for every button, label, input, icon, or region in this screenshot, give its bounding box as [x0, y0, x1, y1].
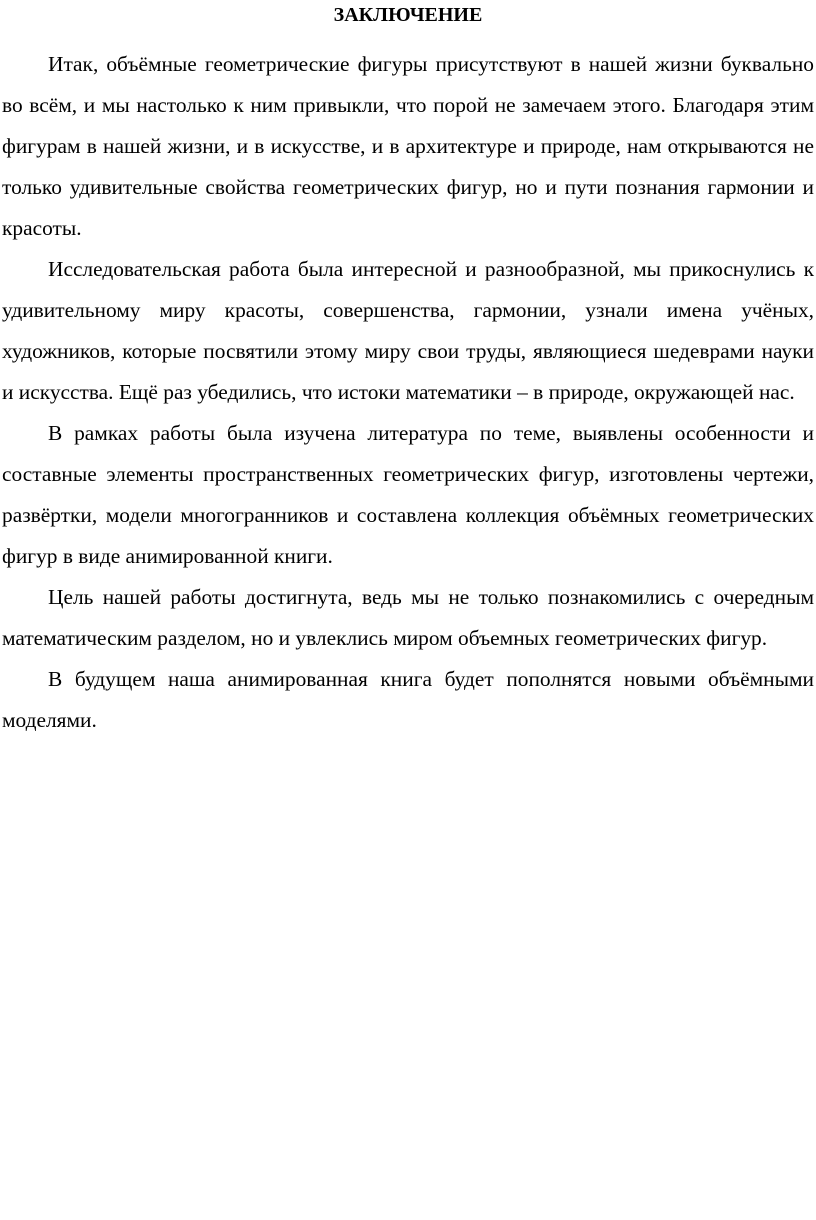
paragraph-5: В будущем наша анимированная книга будет пополнятся новыми объёмными моделями.: [2, 667, 814, 732]
paragraph-2: Исследовательская работа была интересной и разнообразной, мы прикоснулись к удивительному миру красоты, совершенства, гармонии, узнали имена учёных, художников, которые посвятили этому миру свои труды, являющиеся шедеврами науки и искусства. Ещё раз убедились, что истоки математики – в природе, окружающей нас.: [2, 257, 814, 404]
paragraph-3: В рамках работы была изучена литература по теме, выявлены особенности и составные элементы пространственных геометрических фигур, изготовлены чертежи, развёртки, модели многогранников и составлена коллекция объёмных геометрических фигур в виде анимированной книги.: [2, 421, 814, 568]
document-title: ЗАКЛЮЧЕНИЕ: [333, 4, 483, 26]
paragraph-4: Цель нашей работы достигнута, ведь мы не только познакомились с очередным математическим разделом, но и увлеклись миром объемных геометрических фигур.: [2, 585, 814, 650]
paragraph-1: Итак, объёмные геометрические фигуры присутствуют в нашей жизни буквально во всём, и мы настолько к ним привыкли, что порой не замечаем этого. Благодаря этим фигурам в нашей жизни, и в искусстве, и в архитектуре и природе, нам открываются не только удивительные свойства геометрических фигур, но и пути познания гармонии и красоты.: [2, 52, 814, 240]
